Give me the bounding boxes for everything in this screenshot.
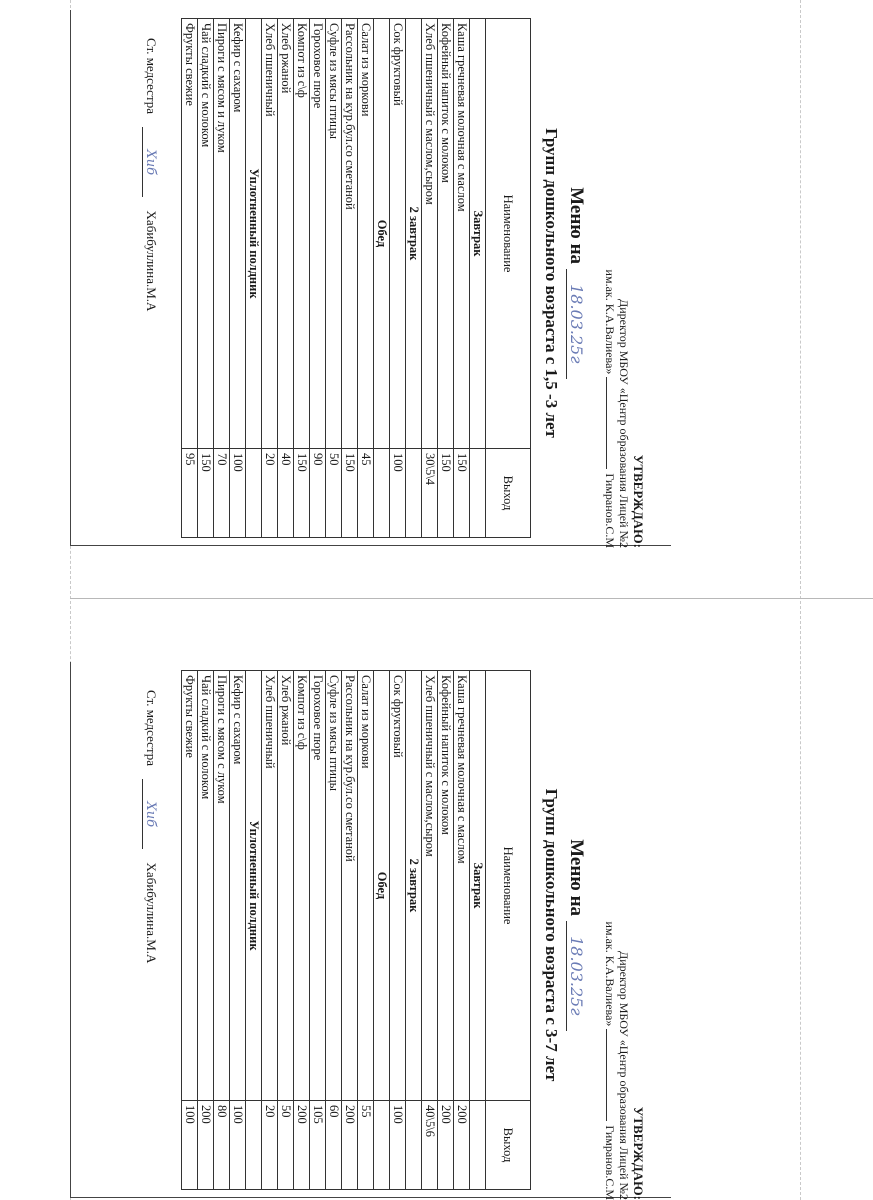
column-header-name: Наименование <box>486 19 531 449</box>
dish-name: Хлеб пшеничный <box>262 19 278 449</box>
menu-title: Меню на 18.03.25г <box>565 670 587 1200</box>
dish-output: 100 <box>182 1101 198 1190</box>
section-row <box>470 19 486 538</box>
approval-org-line2: им.ак. К.А.Валиева» Гимранов.С.М <box>603 921 617 1200</box>
menu-table <box>181 18 531 538</box>
dish-name: Хлеб ржаной <box>278 19 294 449</box>
table-row <box>454 671 470 1190</box>
dish-output: 150 <box>438 449 454 538</box>
table-row <box>358 19 374 538</box>
dish-name: Гороховое пюре <box>310 671 326 1101</box>
approval-director: Гимранов.С.М <box>603 1125 617 1200</box>
section-title: Обед <box>374 19 390 449</box>
table-row <box>278 19 294 538</box>
section-output-empty <box>374 449 390 538</box>
approval-director: Гимранов.С.М <box>603 473 617 548</box>
dish-output: 100 <box>390 1101 406 1190</box>
approval-org: Директор МБОУ «Центр образования Лицей №2 <box>617 299 631 548</box>
table-row <box>214 671 230 1190</box>
dish-name: Гороховое пюре <box>310 19 326 449</box>
dish-name: Рассольник на кур.бул.со сметаной <box>342 671 358 1101</box>
section-row <box>374 671 390 1190</box>
table-row <box>438 19 454 538</box>
section-row <box>470 671 486 1190</box>
approval-label: УТВЕРЖДАЮ: <box>631 454 646 548</box>
dish-output: 70 <box>214 449 230 538</box>
dish-output: 20 <box>262 449 278 538</box>
signature-mark: Хиб <box>142 779 158 849</box>
section-title: Завтрак <box>470 671 486 1101</box>
dish-name: Кофейный напиток с молоком <box>438 671 454 1101</box>
table-row <box>198 19 214 538</box>
table-row <box>422 19 438 538</box>
dish-output: 100 <box>230 1101 246 1190</box>
dish-name: Фрукты свежие <box>182 19 198 449</box>
page-edge-right <box>800 0 801 1200</box>
dish-output: 60 <box>326 1101 342 1190</box>
dish-output: 200 <box>342 1101 358 1190</box>
section-output-empty <box>470 449 486 538</box>
section-title: 2 завтрак <box>406 671 422 1101</box>
table-row <box>326 671 342 1190</box>
dish-name: Суфле из мясы птицы <box>326 19 342 449</box>
table-row <box>390 671 406 1190</box>
dish-output: 50 <box>278 1101 294 1190</box>
section-title: Уплотненный полдник <box>246 671 262 1101</box>
table-row <box>182 19 198 538</box>
dish-name: Компот из с\ф <box>294 19 310 449</box>
dish-name: Хлеб пшеничный <box>262 671 278 1101</box>
menu-date: 18.03.25г <box>566 921 586 1031</box>
table-row <box>230 19 246 538</box>
dish-output: 105 <box>310 1101 326 1190</box>
dish-output: 45 <box>358 449 374 538</box>
section-output-empty <box>470 1101 486 1190</box>
dish-output: 150 <box>198 449 214 538</box>
dish-output: 55 <box>358 1101 374 1190</box>
dish-name: Кефир с сахаром <box>230 671 246 1101</box>
section-row <box>246 671 262 1190</box>
dish-name: Салат из моркови <box>358 671 374 1101</box>
section-title: Обед <box>374 671 390 1101</box>
approval-org: Директор МБОУ «Центр образования Лицей №2 <box>617 951 631 1200</box>
dish-output: 200 <box>438 1101 454 1190</box>
section-output-empty <box>246 449 262 538</box>
table-header-row <box>486 19 531 538</box>
table-row <box>326 19 342 538</box>
table-row <box>422 671 438 1190</box>
dish-name: Фрукты свежие <box>182 671 198 1101</box>
column-header-output: Выход <box>486 1101 531 1190</box>
column-header-output: Выход <box>486 449 531 538</box>
dish-output: 100 <box>230 449 246 538</box>
dish-name: Хлеб ржаной <box>278 671 294 1101</box>
group-title: Групп дошкольного возраста с 3-7 лет <box>542 788 561 1082</box>
nurse-label: Ст. медсестра <box>144 690 159 767</box>
nurse-name: Хабибуллина.М.А <box>144 210 159 312</box>
approval-block <box>603 18 645 548</box>
dish-name: Кофейный напиток с молоком <box>438 19 454 449</box>
table-row <box>182 671 198 1190</box>
dish-name: Каша гречневая молочная с маслом <box>454 671 470 1101</box>
section-title: 2 завтрак <box>406 19 422 449</box>
dish-output: 200 <box>198 1101 214 1190</box>
dish-name: Салат из моркови <box>358 19 374 449</box>
dish-output: 20 <box>262 1101 278 1190</box>
dish-output: 150 <box>454 449 470 538</box>
menu-sheet-1-5-3 <box>143 18 646 548</box>
table-row <box>310 19 326 538</box>
dish-output: 200 <box>454 1101 470 1190</box>
table-row <box>310 671 326 1190</box>
menu-date: 18.03.25г <box>566 269 586 379</box>
dish-output: 30\5\4 <box>422 449 438 538</box>
section-row <box>406 19 422 538</box>
section-output-empty <box>246 1101 262 1190</box>
dish-name: Каша гречневая молочная с маслом <box>454 19 470 449</box>
table-row <box>294 19 310 538</box>
dish-output: 80 <box>214 1101 230 1190</box>
table-row <box>342 671 358 1190</box>
nurse-label: Ст. медсестра <box>144 38 159 115</box>
dish-output: 100 <box>390 449 406 538</box>
section-row <box>406 671 422 1190</box>
table-row <box>454 19 470 538</box>
section-output-empty <box>374 1101 390 1190</box>
table-header-row <box>486 671 531 1190</box>
section-title: Завтрак <box>470 19 486 449</box>
dish-name: Сок фруктовый <box>390 671 406 1101</box>
dish-output: 90 <box>310 449 326 538</box>
table-row <box>294 671 310 1190</box>
table-row <box>278 671 294 1190</box>
dish-name: Пироги с мясом и луком <box>214 19 230 449</box>
dish-output: 150 <box>294 449 310 538</box>
approval-org-line2: им.ак. К.А.Валиева» Гимранов.С.М <box>603 269 617 548</box>
dish-name: Суфле из мясы птицы <box>326 671 342 1101</box>
section-row <box>374 19 390 538</box>
dish-name: Сок фруктовый <box>390 19 406 449</box>
table-row <box>358 671 374 1190</box>
table-row <box>390 19 406 538</box>
dish-output: 200 <box>294 1101 310 1190</box>
dish-output: 40 <box>278 449 294 538</box>
group-title: Групп дошкольного возраста с 1,5 -3 лет <box>542 128 561 438</box>
menu-table <box>181 670 531 1190</box>
section-row <box>246 19 262 538</box>
dish-name: Хлеб пшеничный с маслом,сыром <box>422 19 438 449</box>
dish-name: Чай сладкий с молоком <box>198 19 214 449</box>
approval-label: УТВЕРЖДАЮ: <box>631 1106 646 1200</box>
section-title: Уплотненный полдник <box>246 19 262 449</box>
menu-sheet-3-7 <box>143 670 646 1200</box>
table-row <box>342 19 358 538</box>
section-output-empty <box>406 449 422 538</box>
dish-name: Пироги с мясом с луком <box>214 671 230 1101</box>
dish-output: 40\5\6 <box>422 1101 438 1190</box>
section-output-empty <box>406 1101 422 1190</box>
dish-name: Чай сладкий с молоком <box>198 671 214 1101</box>
table-row <box>198 671 214 1190</box>
page-fold-line <box>70 598 873 599</box>
dish-output: 150 <box>342 449 358 538</box>
table-row <box>262 19 278 538</box>
dish-name: Хлеб пшеничный с маслом,сыром <box>422 671 438 1101</box>
dish-output: 50 <box>326 449 342 538</box>
table-row <box>262 671 278 1190</box>
signature-mark: Хиб <box>142 127 158 197</box>
table-row <box>230 671 246 1190</box>
signature-block <box>142 670 159 1200</box>
dish-name: Компот из с\ф <box>294 671 310 1101</box>
dish-output: 95 <box>182 449 198 538</box>
signature-block <box>142 18 159 548</box>
dish-name: Кефир с сахаром <box>230 19 246 449</box>
menu-title: Меню на 18.03.25г <box>565 18 587 548</box>
nurse-name: Хабибуллина.М.А <box>144 862 159 964</box>
dish-name: Рассольник на кур.бул.со сметаной <box>342 19 358 449</box>
table-row <box>214 19 230 538</box>
column-header-name: Наименование <box>486 671 531 1101</box>
table-row <box>438 671 454 1190</box>
approval-block <box>603 670 645 1200</box>
